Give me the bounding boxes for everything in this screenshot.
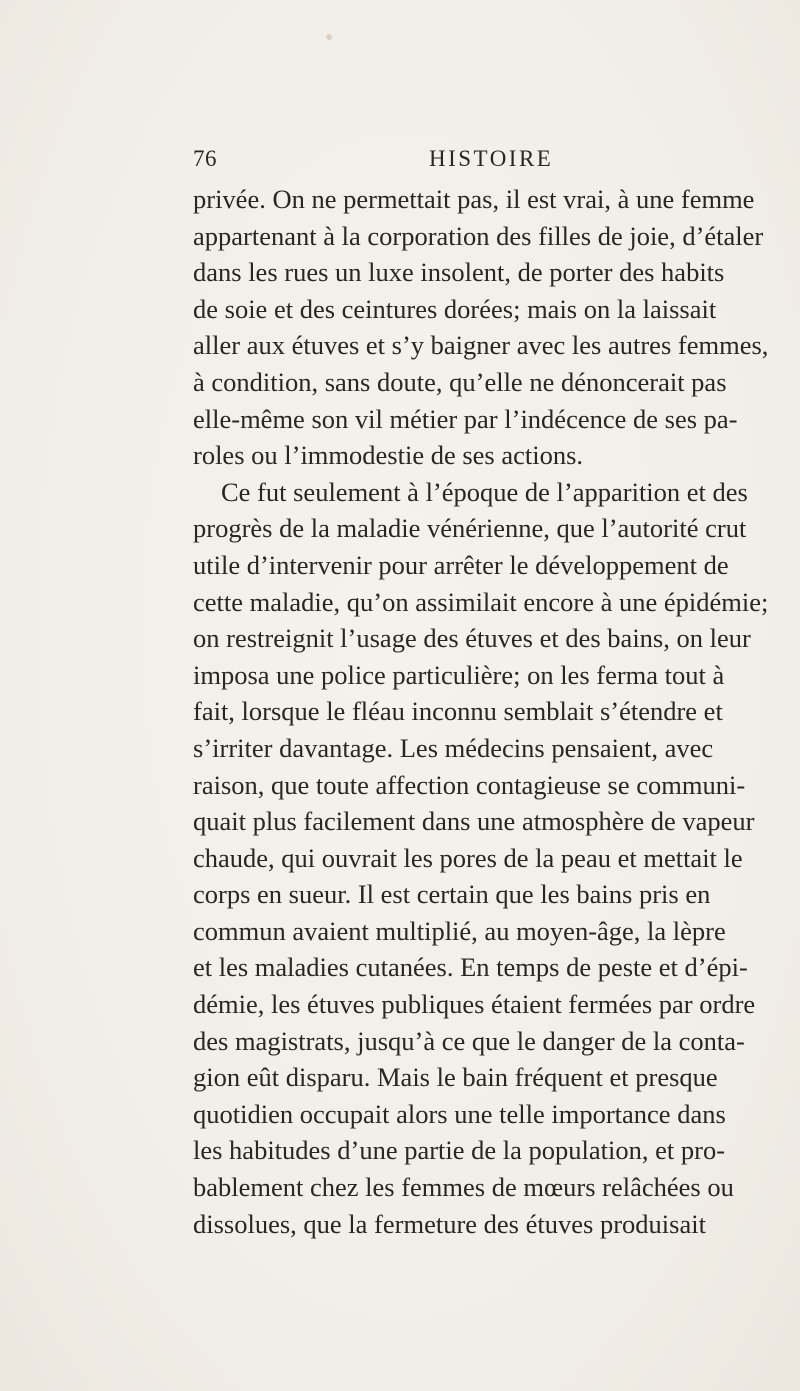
text-line: à condition, sans doute, qu’elle ne dénoncerait pas bbox=[193, 366, 727, 397]
page-number: 76 bbox=[193, 146, 217, 171]
text-line: aller aux étuves et s’y baigner avec les autres femmes, bbox=[193, 330, 769, 361]
text-line: privée. On ne permettait pas, il est vrai, à une femme bbox=[193, 184, 755, 214]
text-line: dans les rues un luxe insolent, de porter des habits bbox=[193, 257, 725, 288]
text-line: on restreignit l’usage des étuves et des bains, on leur bbox=[193, 623, 751, 654]
text-line: corps en sueur. Il est certain que les bains pris en bbox=[193, 879, 711, 910]
text-line: dissolues, que la fermeture des étuves produisait bbox=[193, 1208, 706, 1239]
text-line: cette maladie, qu’on assimilait encore à une épidémie; bbox=[193, 586, 769, 617]
text-line: commun avaient multiplié, au moyen-âge, la lèpre bbox=[193, 915, 726, 946]
text-line: imposa une police particulière; on les ferma tout à bbox=[193, 659, 725, 690]
running-title: HISTOIRE bbox=[429, 146, 554, 171]
text-line: et les maladies cutanées. En temps de peste et d’épi- bbox=[193, 952, 748, 983]
text-line: démie, les étuves publiques étaient fermées par ordre bbox=[193, 989, 756, 1020]
text-line: des magistrats, jusqu’à ce que le danger de la conta- bbox=[193, 1025, 745, 1056]
text-line: raison, que toute affection contagieuse se communi- bbox=[193, 769, 746, 800]
text-line: de soie et des ceintures dorées; mais on la laissait bbox=[193, 293, 717, 324]
text-line: chaude, qui ouvrait les pores de la peau et mettait le bbox=[193, 842, 743, 873]
text-line: progrès de la maladie vénérienne, que l’autorité crut bbox=[193, 513, 747, 544]
text-line: gion eût disparu. Mais le bain fréquent et presque bbox=[193, 1062, 718, 1093]
paragraph-start-line: Ce fut seulement à l’époque de l’apparition et des bbox=[221, 476, 748, 507]
text-line: appartenant à la corporation des filles de joie, d’étaler bbox=[193, 220, 764, 251]
paragraph-end-line: roles ou l’immodestie de ses actions. bbox=[193, 440, 584, 471]
text-line: elle-même son vil métier par l’indécence de ses pa- bbox=[193, 403, 738, 434]
text-line: quotidien occupait alors une telle importance dans bbox=[193, 1098, 726, 1129]
text-line: bablement chez les femmes de mœurs relâchées ou bbox=[193, 1172, 734, 1203]
page-header bbox=[193, 146, 636, 176]
text-line: s’irriter davantage. Les médecins pensaient, avec bbox=[193, 732, 714, 763]
text-line: utile d’intervenir pour arrêter le développement de bbox=[193, 549, 729, 580]
body-text bbox=[193, 181, 769, 1242]
text-line: quait plus facilement dans une atmosphère de vapeur bbox=[193, 806, 755, 837]
text-line: fait, lorsque le fléau inconnu semblait s’étendre et bbox=[193, 696, 723, 727]
text-line: les habitudes d’une partie de la population, et pro- bbox=[193, 1135, 726, 1166]
paper-speck bbox=[326, 34, 332, 40]
